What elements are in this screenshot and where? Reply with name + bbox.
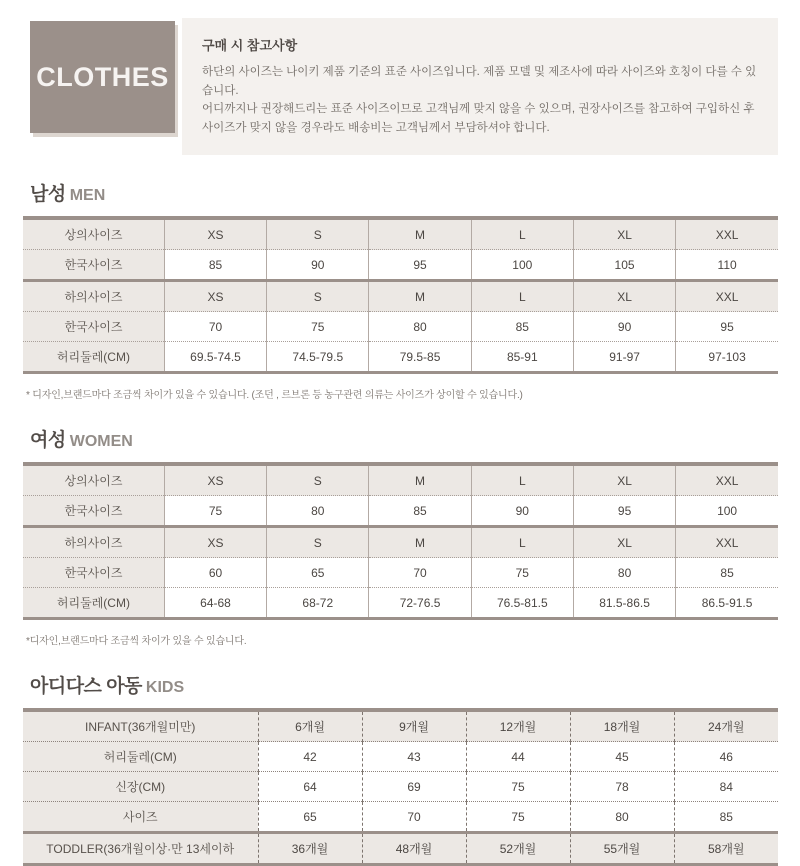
row-label-cell: 허리둘레(CM) <box>23 588 164 619</box>
value-cell: S <box>267 281 369 312</box>
value-cell: XS <box>164 464 266 496</box>
kids-size-table <box>23 708 778 866</box>
table-row <box>23 558 778 588</box>
value-cell: 84 <box>674 772 778 802</box>
women-footnote: *디자인,브랜드마다 조금씩 차이가 있을 수 있습니다. <box>26 636 247 647</box>
value-cell: XS <box>164 281 266 312</box>
value-cell: S <box>267 464 369 496</box>
value-cell: 68-72 <box>267 588 369 619</box>
value-cell: 80 <box>369 312 471 342</box>
value-cell: 90 <box>573 312 675 342</box>
value-cell: 65 <box>258 802 362 833</box>
value-cell: 80 <box>267 496 369 527</box>
value-cell: 97-103 <box>676 342 778 373</box>
purchase-notice-panel <box>182 18 778 155</box>
value-cell: M <box>369 464 471 496</box>
value-cell: 42 <box>258 742 362 772</box>
table-row <box>23 527 778 558</box>
row-label-cell: 한국사이즈 <box>23 312 164 342</box>
value-cell: 75 <box>267 312 369 342</box>
value-cell: 70 <box>164 312 266 342</box>
row-label-cell: 한국사이즈 <box>23 250 164 281</box>
section-title-english: KIDS <box>145 679 185 696</box>
value-cell: 80 <box>570 802 674 833</box>
value-cell: 79.5-85 <box>369 342 471 373</box>
value-cell: L <box>471 281 573 312</box>
value-cell: 52개월 <box>466 833 570 865</box>
row-label-cell: 하의사이즈 <box>23 281 164 312</box>
section-title-korean: 여성 <box>30 430 66 451</box>
value-cell: 81.5-86.5 <box>573 588 675 619</box>
row-label-cell: 허리둘레(CM) <box>23 342 164 373</box>
table-row <box>23 588 778 619</box>
table-row <box>23 772 778 802</box>
table-row <box>23 218 778 250</box>
value-cell: M <box>369 218 471 250</box>
value-cell: L <box>471 527 573 558</box>
value-cell: 18개월 <box>570 710 674 742</box>
row-label-cell: 상의사이즈 <box>23 218 164 250</box>
row-label-cell: 하의사이즈 <box>23 527 164 558</box>
section-title-english: WOMEN <box>69 433 133 450</box>
value-cell: 95 <box>676 312 778 342</box>
row-label-cell: 신장(CM) <box>23 772 258 802</box>
notice-line: 하단의 사이즈는 나이키 제품 기준의 표준 사이즈입니다. 제품 모델 및 제조사에 따라 사이즈와 호칭이 다를 수 있습니다. <box>202 66 757 97</box>
value-cell: 105 <box>573 250 675 281</box>
table-row <box>23 281 778 312</box>
value-cell: M <box>369 527 471 558</box>
table-row <box>23 802 778 833</box>
clothes-category-badge: CLOTHES <box>30 21 175 133</box>
section-title-korean: 아디다스 아동 <box>30 676 142 697</box>
value-cell: L <box>471 464 573 496</box>
value-cell: 65 <box>267 558 369 588</box>
value-cell: 75 <box>466 772 570 802</box>
value-cell: L <box>471 218 573 250</box>
value-cell: 6개월 <box>258 710 362 742</box>
value-cell: 85 <box>369 496 471 527</box>
value-cell: 44 <box>466 742 570 772</box>
value-cell: 36개월 <box>258 833 362 865</box>
value-cell: 9개월 <box>362 710 466 742</box>
table-row <box>23 742 778 772</box>
table-row <box>23 250 778 281</box>
table-row <box>23 464 778 496</box>
value-cell: 69 <box>362 772 466 802</box>
section-title-women <box>30 428 778 453</box>
value-cell: XS <box>164 527 266 558</box>
value-cell: 90 <box>471 496 573 527</box>
value-cell: 43 <box>362 742 466 772</box>
value-cell: 48개월 <box>362 833 466 865</box>
section-women <box>23 428 778 647</box>
row-label-cell: 한국사이즈 <box>23 496 164 527</box>
men-size-table <box>23 216 778 374</box>
value-cell: 75 <box>466 802 570 833</box>
value-cell: 85-91 <box>471 342 573 373</box>
table-row <box>23 342 778 373</box>
notice-line: 사이즈가 맞지 않을 경우라도 배송비는 고객님께서 부담하셔야 합니다. <box>202 121 550 134</box>
table-row <box>23 710 778 742</box>
value-cell: M <box>369 281 471 312</box>
value-cell: 55개월 <box>570 833 674 865</box>
women-size-table <box>23 462 778 620</box>
section-title-kids <box>30 674 778 699</box>
value-cell: 110 <box>676 250 778 281</box>
value-cell: 70 <box>362 802 466 833</box>
value-cell: 58개월 <box>674 833 778 865</box>
value-cell: 64 <box>258 772 362 802</box>
value-cell: 46 <box>674 742 778 772</box>
value-cell: XXL <box>676 464 778 496</box>
purchase-notice-header <box>23 18 778 155</box>
value-cell: 24개월 <box>674 710 778 742</box>
value-cell: XL <box>573 281 675 312</box>
section-title-korean: 남성 <box>30 184 66 205</box>
section-kids <box>23 674 778 866</box>
value-cell: 12개월 <box>466 710 570 742</box>
value-cell: 86.5-91.5 <box>676 588 778 619</box>
value-cell: XXL <box>676 527 778 558</box>
value-cell: 70 <box>369 558 471 588</box>
table-row <box>23 496 778 527</box>
row-label-cell: TODDLER(36개월이상·만 13세이하 <box>23 833 258 865</box>
value-cell: 100 <box>676 496 778 527</box>
notice-title: 구매 시 참고사항 <box>202 38 298 53</box>
value-cell: XL <box>573 218 675 250</box>
value-cell: 80 <box>573 558 675 588</box>
row-label-cell: INFANT(36개월미만) <box>23 710 258 742</box>
notice-line: 어디까지나 권장해드리는 표준 사이즈이므로 고객님께 맞지 않을 수 있으며, 권장사이즈를 참고하여 구입하신 후 <box>202 103 755 115</box>
value-cell: 72-76.5 <box>369 588 471 619</box>
section-men <box>23 182 778 401</box>
value-cell: 75 <box>164 496 266 527</box>
value-cell: 85 <box>674 802 778 833</box>
row-label-cell: 한국사이즈 <box>23 558 164 588</box>
section-title-english: MEN <box>69 187 106 204</box>
section-title-men <box>30 182 778 207</box>
value-cell: XS <box>164 218 266 250</box>
value-cell: 91-97 <box>573 342 675 373</box>
value-cell: XXL <box>676 281 778 312</box>
value-cell: XL <box>573 527 675 558</box>
value-cell: XXL <box>676 218 778 250</box>
men-footnote: * 디자인,브랜드마다 조금씩 차이가 있을 수 있습니다. (조던 , 르브론 등 농구관련 의류는 사이즈가 상이할 수 있습니다.) <box>26 390 523 401</box>
table-row <box>23 312 778 342</box>
value-cell: 76.5-81.5 <box>471 588 573 619</box>
value-cell: 95 <box>369 250 471 281</box>
value-cell: 78 <box>570 772 674 802</box>
value-cell: XL <box>573 464 675 496</box>
value-cell: 90 <box>267 250 369 281</box>
value-cell: S <box>267 218 369 250</box>
value-cell: 100 <box>471 250 573 281</box>
table-row <box>23 833 778 865</box>
value-cell: 45 <box>570 742 674 772</box>
value-cell: 85 <box>471 312 573 342</box>
value-cell: 95 <box>573 496 675 527</box>
value-cell: 60 <box>164 558 266 588</box>
value-cell: 69.5-74.5 <box>164 342 266 373</box>
row-label-cell: 허리둘레(CM) <box>23 742 258 772</box>
value-cell: S <box>267 527 369 558</box>
value-cell: 74.5-79.5 <box>267 342 369 373</box>
value-cell: 85 <box>164 250 266 281</box>
value-cell: 85 <box>676 558 778 588</box>
value-cell: 75 <box>471 558 573 588</box>
value-cell: 64-68 <box>164 588 266 619</box>
row-label-cell: 사이즈 <box>23 802 258 833</box>
row-label-cell: 상의사이즈 <box>23 464 164 496</box>
